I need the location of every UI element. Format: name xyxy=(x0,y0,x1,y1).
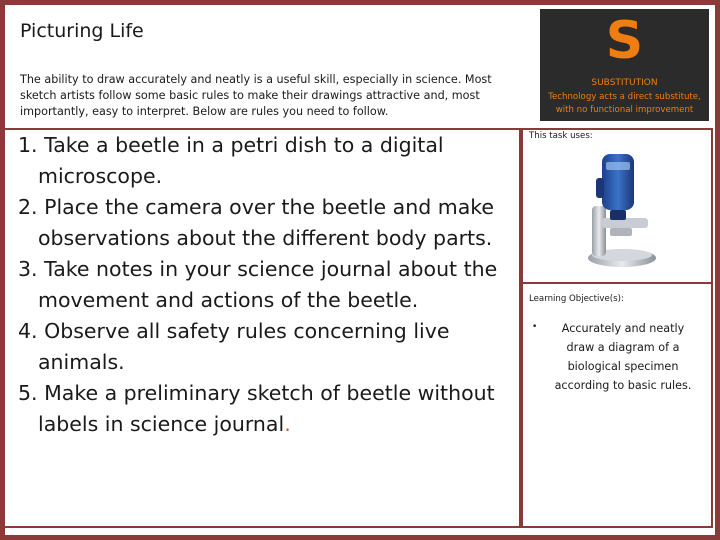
sidebar-divider xyxy=(521,282,713,284)
task-label: This task uses: xyxy=(529,131,593,141)
step-item: 2. Place the camera over the beetle and make observations about the different body parts. xyxy=(18,195,495,250)
steps-list xyxy=(18,130,513,440)
step-5-text: 5. Make a preliminary sketch of beetle without labels in science journal xyxy=(18,381,495,436)
intro-text: The ability to draw accurately and neatly is a useful skill, especially in science. Most sketch artists follow some basic rules to make their drawings attractive and, most importantly, easy to interpret. Below are rules you need to follow. xyxy=(20,73,492,118)
learning-objective-text: Accurately and neatly draw a diagram of a biological specimen according to basic rules. xyxy=(554,322,692,392)
step-item: 4. Observe all safety rules concerning live animals. xyxy=(18,319,450,374)
learning-objective-label: Learning Objective(s): xyxy=(529,294,624,304)
microscope-icon xyxy=(580,148,660,274)
page-title: Picturing Life xyxy=(20,20,144,42)
bullet-icon: • xyxy=(532,322,538,332)
samr-description: Technology acts a direct substitute, with no functional improvement xyxy=(548,92,701,115)
step-item: 3. Take notes in your science journal about the movement and actions of the beetle. xyxy=(18,257,498,312)
step-item: 1. Take a beetle in a petri dish to a digital microscope. xyxy=(18,133,444,188)
step-item xyxy=(18,378,513,440)
samr-substitution-card xyxy=(540,9,709,121)
samr-letter: S xyxy=(605,11,644,71)
samr-label: SUBSTITUTION xyxy=(591,78,658,88)
step-5-period: . xyxy=(284,412,291,436)
